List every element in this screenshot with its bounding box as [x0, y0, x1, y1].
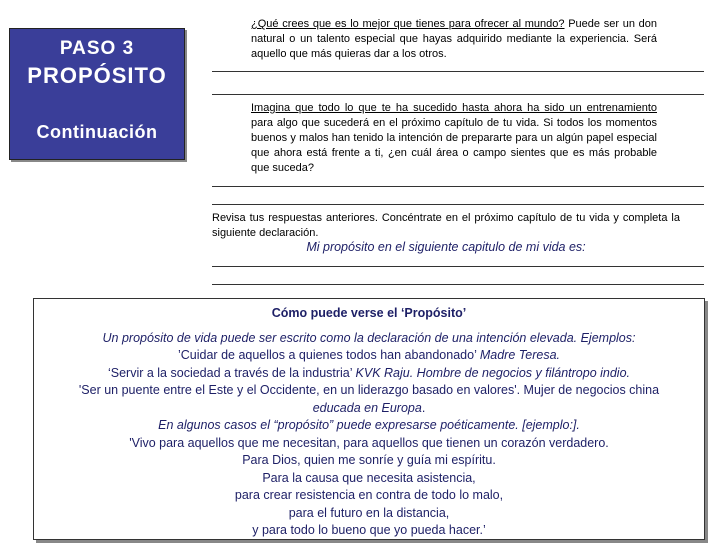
poem-line: Para la causa que necesita asistencia, — [262, 470, 476, 485]
example-2-author: KVK Raju. Hombre de negocios y filántropo indio. — [355, 365, 631, 380]
answer-line-6[interactable] — [212, 284, 704, 285]
example-3-tail-text: educada en Europa — [312, 400, 422, 415]
question-1 — [251, 17, 657, 62]
purpose-statement: Mi propósito en el siguiente capitulo de mi vida es: — [306, 240, 586, 254]
example-1-author: Madre Teresa. — [479, 348, 560, 362]
answer-line-4[interactable] — [212, 204, 704, 205]
answer-line-5[interactable] — [212, 266, 704, 267]
example-2 — [4, 365, 728, 383]
example-1-text: ’Cuidar de aquellos a quienes todos han abandonado’ — [178, 348, 480, 362]
poem-line: y para todo lo bueno que yo pueda hacer.’ — [252, 523, 486, 537]
examples-intro: Un propósito de vida puede ser escrito como la declaración de una intención elevada. Ejemplos: — [102, 330, 636, 345]
poem-line: Para Dios, quien me sonríe y guía mi espíritu. — [242, 453, 496, 467]
poem-line: 'Vivo para aquellos que me necesitan, para aquellos que tienen un corazón verdadero. — [129, 435, 609, 450]
example-2-text: ‘Servir a la sociedad a través de la industria’ — [107, 365, 356, 380]
question-2 — [251, 101, 657, 176]
question-1-prompt: ¿Qué crees que es lo mejor que tienes para ofrecer al mundo? — [251, 18, 565, 30]
question-1-text: Puede ser un don natural o un talento especial que hayas adquirido mediante la experiencia. Será aquello que más quieras dar a los otros. — [251, 18, 658, 60]
example-3: 'Ser un puente entre el Este y el Occidente, en un liderazgo basado en valores'. Mujer de negocios china — [78, 383, 660, 397]
answer-line-1[interactable] — [212, 71, 704, 72]
step-continuation: Continuación — [36, 122, 158, 142]
poem-line: para el futuro en la distancia, — [288, 505, 450, 520]
poetic-intro: En algunos casos el “propósito” puede expresarse poéticamente. [ejemplo:]. — [158, 418, 580, 432]
answer-line-3[interactable] — [212, 186, 704, 187]
question-2-text: para algo que sucederá en el próximo capítulo de tu vida. Si todos los momentos buenos y malos han tenido la intención de prepararte para un algún papel especial que ahora está frente a ti, ¿en cuál área o campo sientes que es más probable que suceda? — [251, 117, 657, 174]
answer-line-2[interactable] — [212, 94, 704, 95]
example-1 — [4, 347, 728, 365]
purpose-examples-box — [33, 298, 705, 540]
example-3-tail — [4, 400, 728, 418]
question-2-prompt: Imagina que todo lo que te ha sucedido hasta ahora ha sido un entrenamiento — [251, 102, 657, 114]
review-instructions: Revisa tus respuestas anteriores. Concéntrate en el próximo capítulo de tu vida y completa la siguiente declaración. — [212, 212, 680, 239]
examples-title: Cómo puede verse el ‘Propósito’ — [271, 306, 467, 320]
step-name: PROPÓSITO — [27, 63, 167, 88]
step-title-box — [9, 28, 185, 160]
poem-line: para crear resistencia en contra de todo lo malo, — [234, 488, 504, 502]
example-3-end: . — [421, 400, 426, 415]
step-number: PASO 3 — [59, 38, 135, 59]
